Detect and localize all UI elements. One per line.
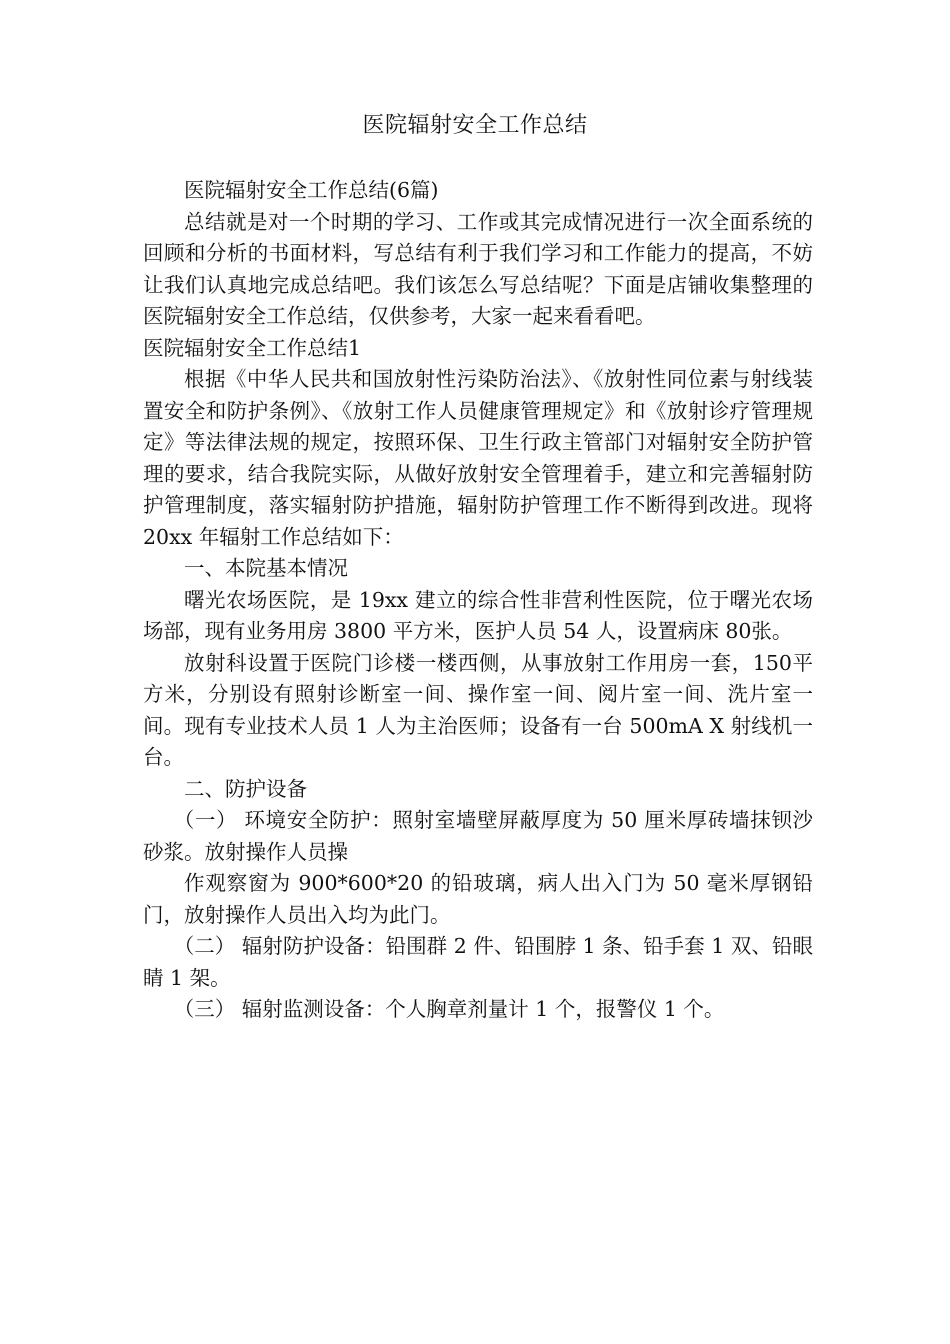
hospital-info-paragraph: 曙光农场医院，是 19xx 建立的综合性非营利性医院，位于曙光农场场部，现有业务用房 3800 平方米，医护人员 54 人，设置病床 80张。 [143, 587, 813, 643]
radiation-monitoring-equipment-paragraph: （三） 辐射监测设备：个人胸章剂量计 1 个，报警仪 1 个。 [173, 997, 725, 1021]
observation-window-paragraph: 作观察窗为 900*600*20 的铅玻璃，病人出入门为 50 毫米厚钢铅门，放射操作人员出入均为此门。 [143, 871, 813, 927]
heading-basic-info: 一、本院基本情况 [184, 556, 348, 580]
intro-paragraph: 总结就是对一个时期的学习、工作或其完成情况进行一次全面系统的回顾和分析的书面材料，写总结有利于我们学习和工作能力的提高，不妨让我们认真地完成总结吧。我们该怎么写总结呢？下面是店铺收集整理的医院辐射安全工作总结，仅供参考，大家一起来看看吧。 [143, 209, 813, 328]
section-heading-1: 医院辐射安全工作总结1 [143, 335, 362, 360]
radiology-dept-paragraph: 放射科设置于医院门诊楼一楼西侧，从事放射工作用房一套，150平方米，分别设有照射诊断室一间、操作室一间、阅片室一间、洗片室一间。现有专业技术人员 1 人为主治医师；设备有一台 500mA X 射线机一台。 [143, 650, 813, 769]
subtitle-paragraph: 医院辐射安全工作总结(6篇) [184, 178, 439, 202]
heading-protection-equipment: 二、防护设备 [184, 776, 307, 801]
environment-protection-paragraph: （一） 环境安全防护：照射室墙壁屏蔽厚度为 50 厘米厚砖墙抹钡沙砂浆。放射操作人员操 [143, 808, 813, 864]
document-body [143, 175, 813, 1026]
radiation-protection-equipment-paragraph: （二） 辐射防护设备：铅围群 2 件、铅围脖 1 条、铅手套 1 双、铅眼睛 1 架。 [143, 934, 813, 990]
document-title: 医院辐射安全工作总结 [362, 113, 588, 138]
legal-basis-paragraph: 根据《中华人民共和国放射性污染防治法》、《放射性同位素与射线装置安全和防护条例》、《放射工作人员健康管理规定》和《放射诊疗管理规定》等法律法规的规定，按照环保、卫生行政主管部门对辐射安全防护管理的要求，结合我院实际，从做好放射安全管理着手，建立和完善辐射防护管理制度，落实辐射防护措施，辐射防护管理工作不断得到改进。现将20xx 年辐射工作总结如下： [143, 367, 813, 549]
